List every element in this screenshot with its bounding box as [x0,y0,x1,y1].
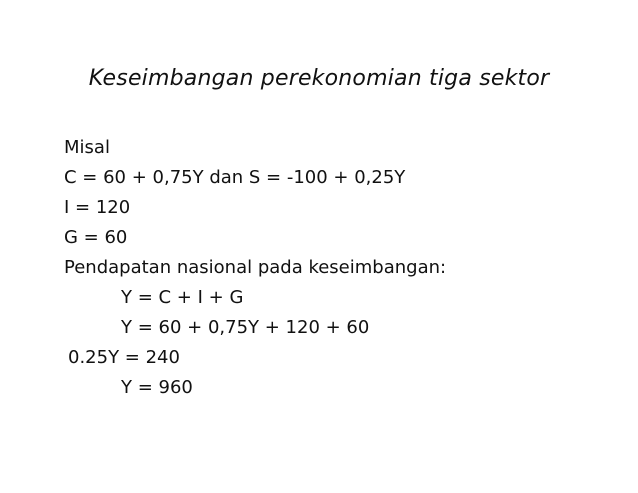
equation-line-1: Y = C + I + G [121,287,244,308]
text-line-government: G = 60 [64,227,128,248]
slide-title: Keseimbangan perekonomian tiga sektor [88,66,550,91]
text-line-equilibrium-heading: Pendapatan nasional pada keseimbangan: [64,257,447,278]
slide-body [64,133,624,403]
text-line-misal: Misal [64,137,110,158]
text-line-consumption-saving: C = 60 + 0,75Y dan S = -100 + 0,25Y [64,167,406,188]
text-line-investment: I = 120 [64,197,131,218]
equation-line-2: Y = 60 + 0,75Y + 120 + 60 [121,317,370,338]
equation-line-3: 0.25Y = 240 [68,347,180,368]
equation-line-4: Y = 960 [121,377,193,398]
